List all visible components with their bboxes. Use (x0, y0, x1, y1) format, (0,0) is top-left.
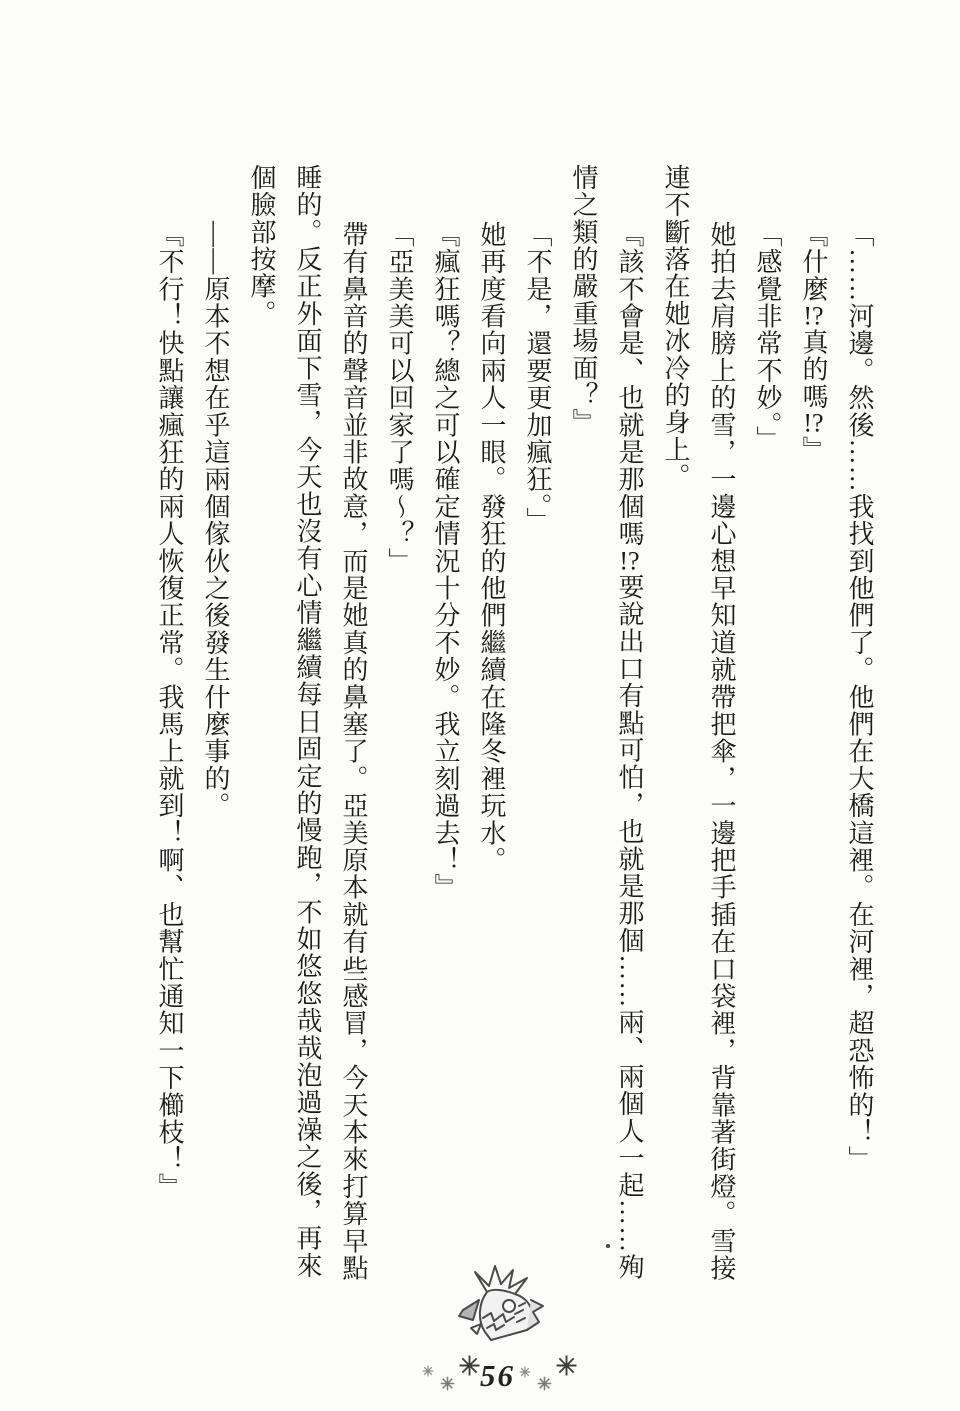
paragraph: 「感覺非常不妙。」 (753, 221, 782, 453)
spiky-bird-doodle-icon (448, 1262, 550, 1354)
paragraph: 她再度看向兩人一眼。發狂的他們繼續在隆冬裡玩水。 (477, 221, 506, 874)
paragraph: 『不行！快點讓瘋狂的兩人恢復正常。我馬上就到！啊、也幫忙通知一下櫛枝！』 (155, 221, 184, 1201)
page-number: 56 (480, 1358, 515, 1393)
sparkle-icon (556, 1355, 577, 1376)
paragraph: ——原本不想在乎這兩個傢伙之後發生什麼事的。 (201, 221, 230, 820)
paragraph: 「……河邊。然後……我找到他們了。他們在大橋這裡。在河裡，超恐怖的！」 (845, 221, 874, 1174)
vertical-text-block (146, 164, 882, 1284)
sparkle-icon (459, 1355, 480, 1376)
paragraph: 『瘋狂嗎？總之可以確定情況十分不妙。我立刻過去！』 (431, 221, 460, 902)
sparkle-icon (440, 1376, 455, 1391)
sparkle-icon (537, 1376, 552, 1391)
footer-decoration (418, 1240, 638, 1405)
paragraph: 帶有鼻音的聲音並非故意，而是她真的鼻塞了。亞美原本就有些感冒，今天本來打算早點睡的。反正外面下雪，今天也沒有心情繼續每日固定的慢跑，不如悠悠哉哉泡過澡之後，再來個臉部按摩。 (247, 164, 368, 1282)
paragraph: 她拍去肩膀上的雪，一邊心想早知道就帶把傘，一邊把手插在口袋裡，背靠著街燈。雪接連不斷落在她冰冷的身上。 (661, 164, 736, 1282)
paragraph: 「亞美美可以回家了嗎～？」 (385, 221, 414, 575)
paragraph: 『該不會是、也就是那個嗎!?要說出口有點可怕，也就是那個……兩、兩個人一起……殉情之類的嚴重場面？』 (569, 164, 644, 1281)
paragraph: 『什麼!?真的嗎!?』 (799, 221, 828, 464)
ink-dot (606, 1244, 610, 1248)
sparkle-icon (519, 1366, 531, 1378)
paragraph: 「不是，還要更加瘋狂。」 (523, 221, 552, 535)
sparkle-icon (422, 1365, 434, 1377)
